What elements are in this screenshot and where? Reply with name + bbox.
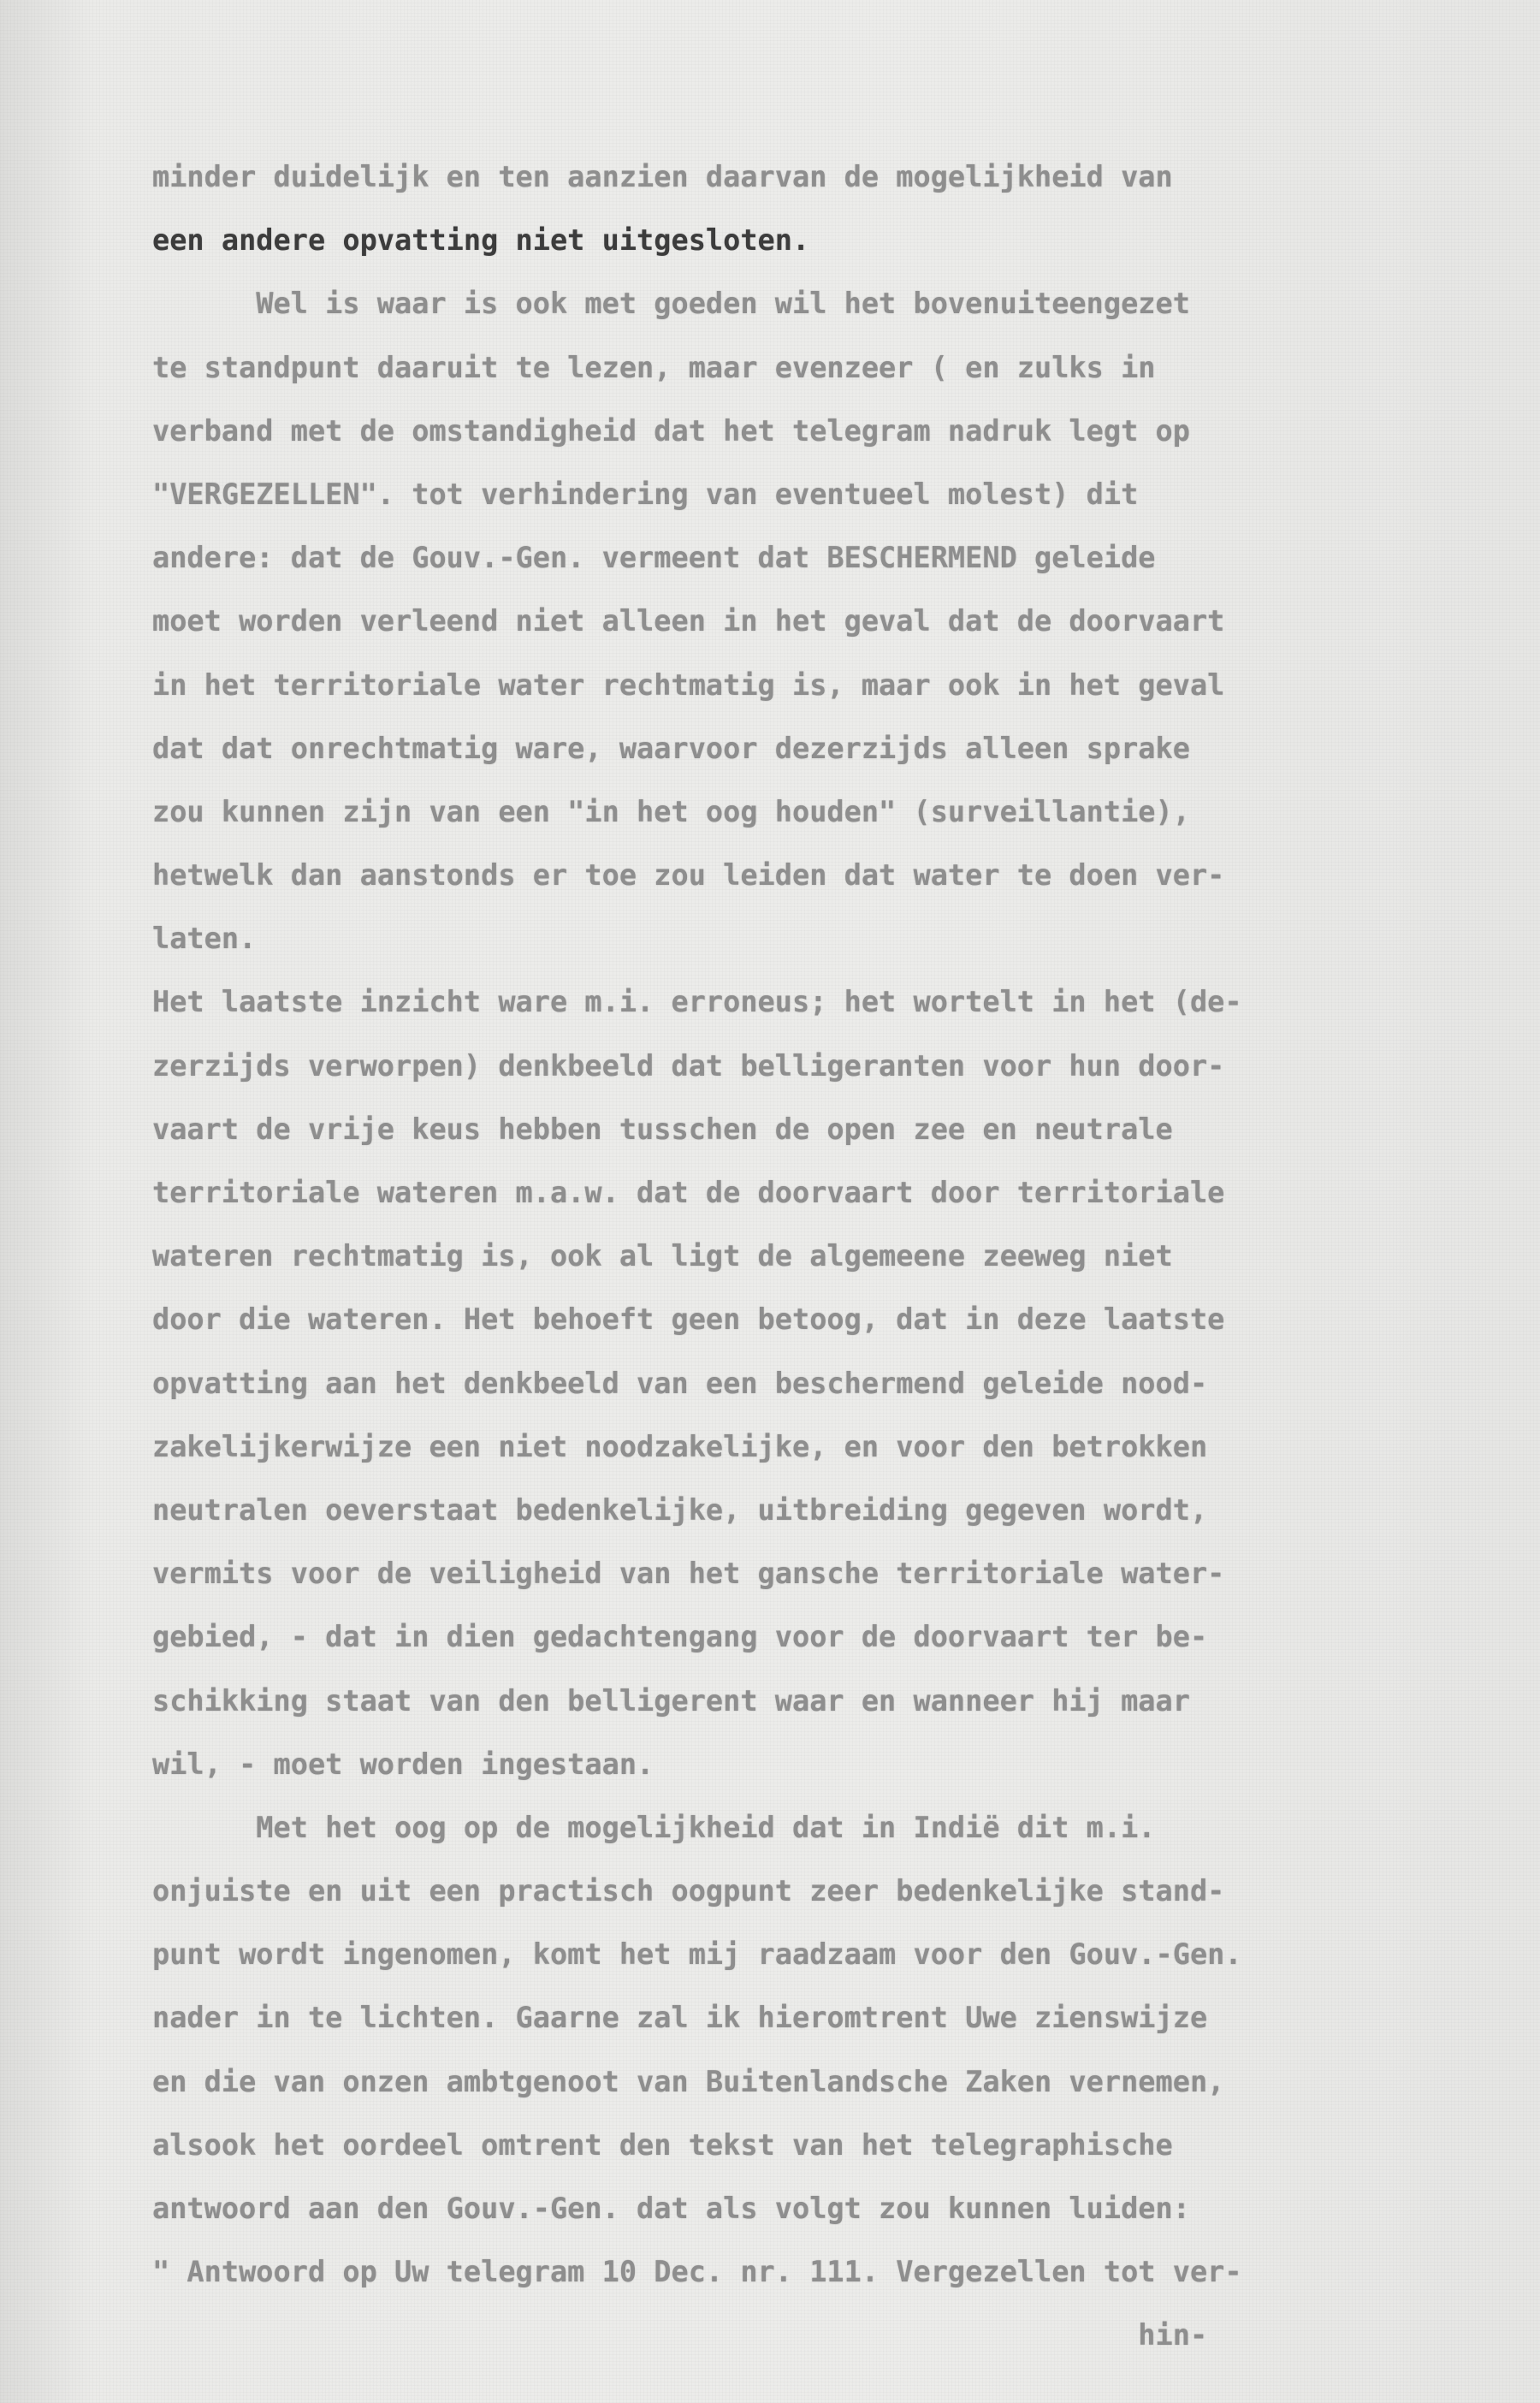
text-line: wil, - moet worden ingestaan. bbox=[152, 1747, 654, 1781]
text-line: alsook het oordeel omtrent den tekst van het telegraphische bbox=[152, 2127, 1173, 2162]
text-line: schikking staat van den belligerent waar en wanneer hij maar bbox=[152, 1683, 1190, 1718]
text-line: wateren rechtmatig is, ook al ligt de algemeene zeeweg niet bbox=[152, 1239, 1173, 1273]
text-line: gebied, - dat in dien gedachtengang voor de doorvaart ter be- bbox=[152, 1620, 1208, 1654]
text-line: " Antwoord op Uw telegram 10 Dec. nr. 111. Vergezellen tot ver- bbox=[152, 2255, 1242, 2289]
text-line: vaart de vrije keus hebben tusschen de open zee en neutrale bbox=[152, 1112, 1173, 1146]
text-line: hin- bbox=[152, 2318, 1208, 2353]
text-line: moet worden verleend niet alleen in het geval dat de doorvaart bbox=[152, 604, 1225, 638]
text-line: minder duidelijk en ten aanzien daarvan de mogelijkheid van bbox=[152, 160, 1173, 193]
text-line: antwoord aan den Gouv.-Gen. dat als volgt zou kunnen luiden: bbox=[152, 2192, 1190, 2225]
text-line: punt wordt ingenomen, komt het mij raadzaam voor den Gouv.-Gen. bbox=[152, 1937, 1242, 1972]
text-line: een andere opvatting niet uitgesloten. bbox=[152, 223, 810, 258]
text-line: nader in te lichten. Gaarne zal ik hieromtrent Uwe zienswijze bbox=[152, 2001, 1208, 2035]
text-line: zerzijds verworpen) denkbeeld dat belligeranten voor hun door- bbox=[152, 1048, 1225, 1083]
text-line: territoriale wateren m.a.w. dat de doorvaart door territoriale bbox=[152, 1176, 1225, 1209]
text-line: door die wateren. Het behoeft geen betoog, dat in deze laatste bbox=[152, 1302, 1225, 1337]
text-line: andere: dat de Gouv.-Gen. vermeent dat BESCHERMEND geleide bbox=[152, 541, 1156, 575]
text-line: Wel is waar is ook met goeden wil het bovenuiteengezet bbox=[152, 287, 1190, 321]
text-line: zakelijkerwijze een niet noodzakelijke, en voor den betrokken bbox=[152, 1429, 1208, 1463]
text-line: en die van onzen ambtgenoot van Buitenlandsche Zaken vernemen, bbox=[152, 2064, 1225, 2098]
text-line: Met het oog op de mogelijkheid dat in Indië dit m.i. bbox=[152, 1810, 1156, 1844]
typewritten-text bbox=[152, 145, 1487, 2368]
text-line: in het territoriale water rechtmatig is, maar ook in het geval bbox=[152, 668, 1225, 702]
text-line: verband met de omstandigheid dat het telegram nadruk legt op bbox=[152, 413, 1190, 448]
text-line: dat dat onrechtmatig ware, waarvoor dezerzijds alleen sprake bbox=[152, 731, 1190, 765]
text-line: hetwelk dan aanstonds er toe zou leiden dat water te doen ver- bbox=[152, 858, 1225, 893]
text-line: onjuiste en uit een practisch oogpunt zeer bedenkelijke stand- bbox=[152, 1874, 1225, 1908]
text-line: opvatting aan het denkbeeld van een beschermend geleide nood- bbox=[152, 1366, 1208, 1400]
text-line: laten. bbox=[152, 922, 257, 956]
text-line: neutralen oeverstaat bedenkelijke, uitbreiding gegeven wordt, bbox=[152, 1492, 1208, 1527]
text-line: zou kunnen zijn van een "in het oog houden" (surveillantie), bbox=[152, 794, 1190, 828]
text-line: te standpunt daaruit te lezen, maar evenzeer ( en zulks in bbox=[152, 350, 1156, 384]
text-line: vermits voor de veiligheid van het gansche territoriale water- bbox=[152, 1557, 1225, 1591]
text-line: "VERGEZELLEN". tot verhindering van eventueel molest) dit bbox=[152, 477, 1139, 511]
text-line: Het laatste inzicht ware m.i. erroneus; het wortelt in het (de- bbox=[152, 985, 1242, 1019]
